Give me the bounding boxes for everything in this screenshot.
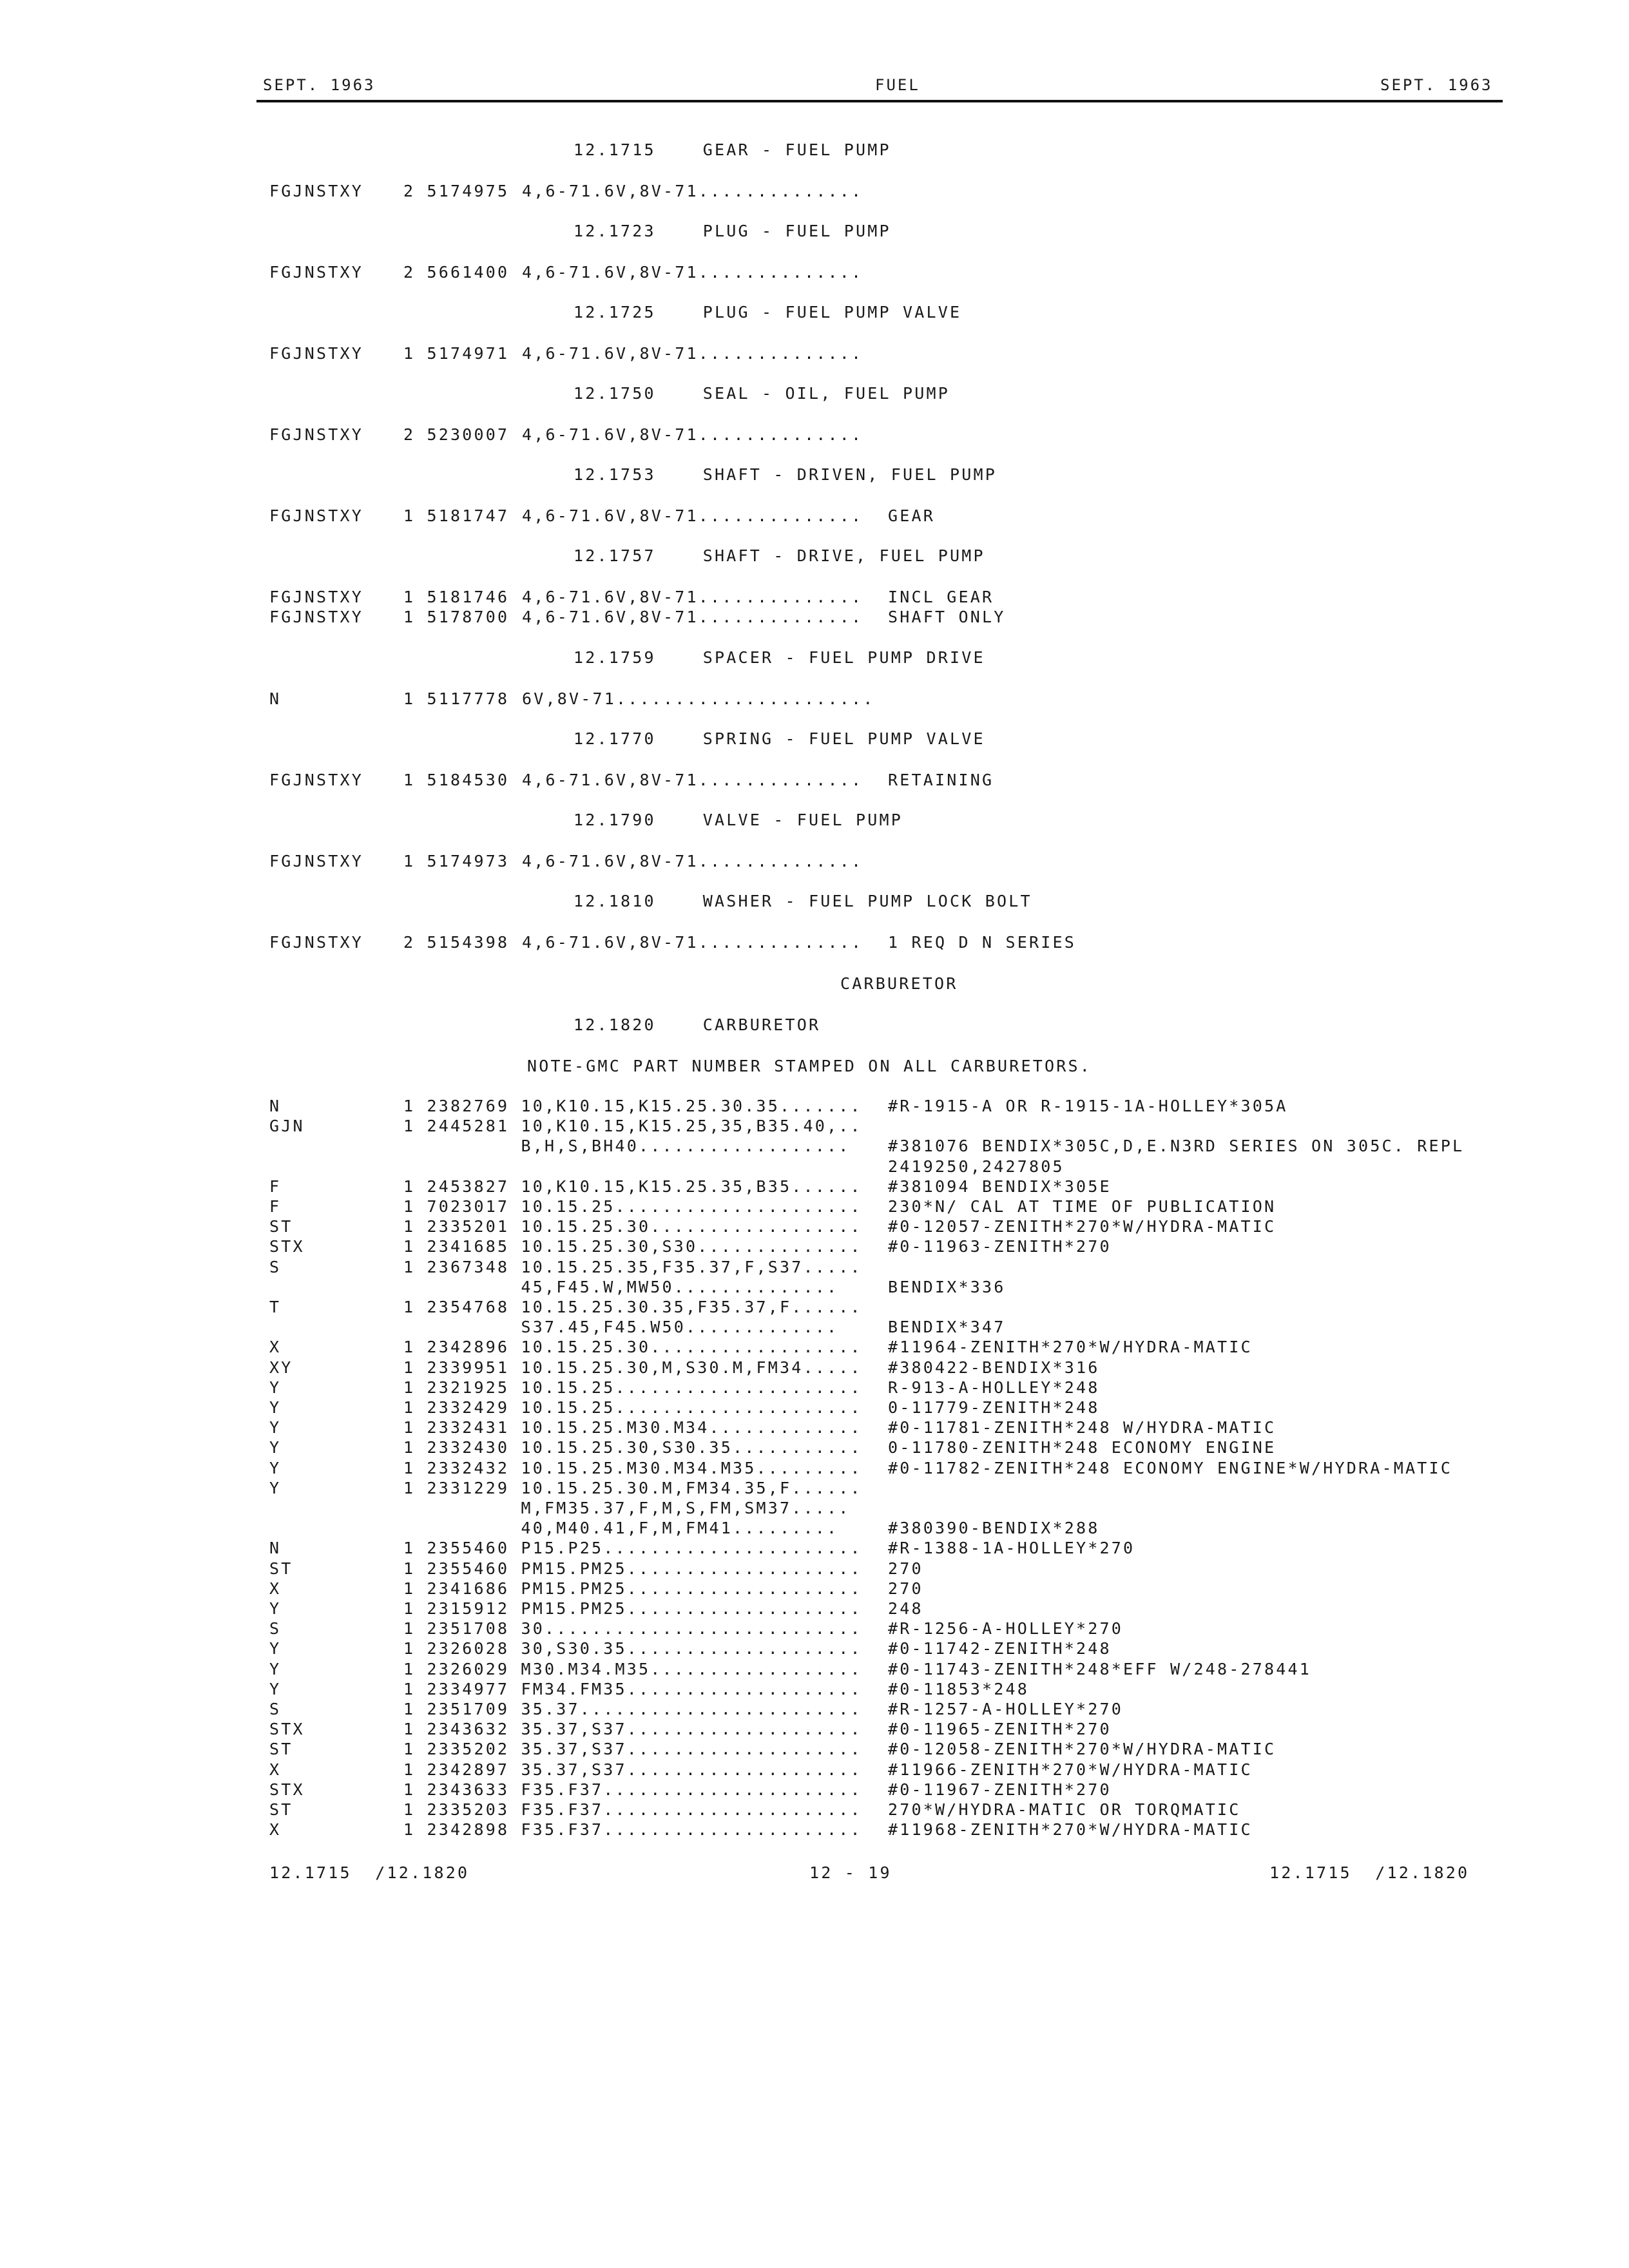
row-models: 4,6-71.6V,8V-71.............. [522, 425, 863, 444]
carb-code: S [269, 1258, 282, 1276]
carb-code: X [269, 1820, 282, 1839]
carb-description: 270*W/HYDRA-MATIC OR TORQMATIC [888, 1800, 1241, 1819]
row-part-number: 1 5117778 [403, 689, 510, 708]
section-title: 12.1723 PLUG - FUEL PUMP [574, 222, 891, 240]
row-part-number: 1 5181746 [403, 588, 510, 606]
row-part-number: 1 5178700 [403, 608, 510, 626]
carb-part: 1 2335202 35.37,S37.................... [403, 1740, 862, 1758]
carb-part: 45,F45.W,MW50.............. [403, 1278, 839, 1296]
carb-code: Y [269, 1660, 282, 1678]
row-part-number: 2 5230007 [403, 425, 510, 444]
carb-code: Y [269, 1639, 282, 1658]
carb-code: S [269, 1619, 282, 1638]
carburetor-note: NOTE-GMC PART NUMBER STAMPED ON ALL CARBURETORS. [527, 1057, 1092, 1075]
carb-description: #0-11781-ZENITH*248 W/HYDRA-MATIC [888, 1418, 1277, 1437]
carb-description: 270 [888, 1559, 923, 1578]
carb-part: 1 2382769 10,K10.15,K15.25.30.35....... [403, 1097, 862, 1115]
row-part-number: 1 5174971 [403, 344, 510, 363]
carb-part: 1 2355460 PM15.PM25.................... [403, 1559, 862, 1578]
row-models: 4,6-71.6V,8V-71.............. [522, 506, 863, 525]
carb-description: #R-1388-1A-HOLLEY*270 [888, 1539, 1135, 1557]
carb-description: 248 [888, 1599, 923, 1618]
carb-code: Y [269, 1459, 282, 1477]
carb-code: STX [269, 1780, 305, 1799]
header-date-left: SEPT. 1963 [263, 76, 376, 94]
carb-description: #380390-BENDIX*288 [888, 1519, 1100, 1537]
carb-description: #381076 BENDIX*305C,D,E.N3RD SERIES ON 305C. REPL [888, 1137, 1465, 1155]
carburetor-heading: CARBURETOR [840, 974, 958, 993]
carb-part: 1 7023017 10.15.25..................... [403, 1197, 862, 1216]
row-code: FGJNSTXY [269, 608, 364, 626]
carb-part: 1 2332431 10.15.25.M30.M34............. [403, 1418, 862, 1437]
carb-description: #380422-BENDIX*316 [888, 1358, 1100, 1377]
carb-code: Y [269, 1438, 282, 1457]
row-description: RETAINING [888, 771, 994, 789]
row-description: INCL GEAR [888, 588, 994, 606]
carb-description: #0-11963-ZENITH*270 [888, 1237, 1112, 1256]
carb-part: 1 2343632 35.37,S37.................... [403, 1720, 862, 1738]
carb-part: 1 2341686 PM15.PM25.................... [403, 1579, 862, 1598]
row-part-number: 1 5174973 [403, 852, 510, 870]
carb-part: S37.45,F45.W50............. [403, 1318, 839, 1336]
carb-description: #0-11853*248 [888, 1680, 1030, 1698]
section-title: 12.1810 WASHER - FUEL PUMP LOCK BOLT [574, 892, 1032, 910]
carb-description: #11968-ZENITH*270*W/HYDRA-MATIC [888, 1820, 1253, 1839]
carb-code: Y [269, 1479, 282, 1497]
carb-description: #11964-ZENITH*270*W/HYDRA-MATIC [888, 1338, 1253, 1356]
row-part-number: 1 5181747 [403, 506, 510, 525]
carb-part: 40,M40.41,F,M,FM41......... [403, 1519, 839, 1537]
carb-part: 1 2354768 10.15.25.30.35,F35.37,F...... [403, 1298, 862, 1316]
carb-description: 230*N/ CAL AT TIME OF PUBLICATION [888, 1197, 1277, 1216]
header-title: FUEL [875, 76, 920, 94]
carb-part: 1 2335201 10.15.25.30.................. [403, 1217, 862, 1236]
carb-description: 0-11779-ZENITH*248 [888, 1398, 1100, 1417]
row-code: N [269, 689, 282, 708]
carb-code: X [269, 1338, 282, 1356]
row-code: FGJNSTXY [269, 852, 364, 870]
carb-part: M,FM35.37,F,M,S,FM,SM37..... [403, 1499, 851, 1517]
carb-code: Y [269, 1378, 282, 1397]
carb-part: 1 2326029 M30.M34.M35.................. [403, 1660, 862, 1678]
carb-code: F [269, 1197, 282, 1216]
carb-description: 270 [888, 1579, 923, 1598]
carb-code: STX [269, 1720, 305, 1738]
carb-part: 1 2342898 F35.F37...................... [403, 1820, 862, 1839]
header-rule [256, 100, 1503, 102]
row-models: 4,6-71.6V,8V-71.............. [522, 344, 863, 363]
carb-code: GJN [269, 1117, 305, 1135]
carb-code: Y [269, 1680, 282, 1698]
carb-description: BENDIX*347 [888, 1318, 1006, 1336]
row-code: FGJNSTXY [269, 182, 364, 200]
carb-code: XY [269, 1358, 293, 1377]
row-description: SHAFT ONLY [888, 608, 1006, 626]
row-code: FGJNSTXY [269, 263, 364, 282]
carb-description: #0-11967-ZENITH*270 [888, 1780, 1112, 1799]
row-code: FGJNSTXY [269, 425, 364, 444]
carb-description: #R-1915-A OR R-1915-1A-HOLLEY*305A [888, 1097, 1288, 1115]
carb-part: 1 2453827 10,K10.15,K15.25.35,B35...... [403, 1177, 862, 1196]
section-title: 12.1715 GEAR - FUEL PUMP [574, 140, 891, 159]
row-models: 4,6-71.6V,8V-71.............. [522, 933, 863, 952]
row-code: FGJNSTXY [269, 344, 364, 363]
section-title: 12.1753 SHAFT - DRIVEN, FUEL PUMP [574, 465, 998, 484]
carb-part: 1 2331229 10.15.25.30.M,FM34.35,F...... [403, 1479, 862, 1497]
carb-part: 1 2341685 10.15.25.30,S30.............. [403, 1237, 862, 1256]
carb-part: 1 2332432 10.15.25.M30.M34.M35......... [403, 1459, 862, 1477]
header-date-right: SEPT. 1963 [1380, 76, 1493, 94]
carb-code: Y [269, 1599, 282, 1618]
carb-code: N [269, 1539, 282, 1557]
row-models: 4,6-71.6V,8V-71.............. [522, 263, 863, 282]
row-code: FGJNSTXY [269, 506, 364, 525]
carb-code: S [269, 1700, 282, 1718]
carb-description: #11966-ZENITH*270*W/HYDRA-MATIC [888, 1760, 1253, 1779]
row-part-number: 1 5184530 [403, 771, 510, 789]
carb-code: X [269, 1760, 282, 1779]
carb-part: 1 2339951 10.15.25.30,M,S30.M,FM34..... [403, 1358, 862, 1377]
carb-code: ST [269, 1740, 293, 1758]
section-title: 12.1725 PLUG - FUEL PUMP VALVE [574, 303, 962, 322]
carb-code: N [269, 1097, 282, 1115]
row-code: FGJNSTXY [269, 588, 364, 606]
carb-description: #R-1256-A-HOLLEY*270 [888, 1619, 1124, 1638]
carb-part: 1 2343633 F35.F37...................... [403, 1780, 862, 1799]
carb-code: ST [269, 1800, 293, 1819]
carb-part: 1 2355460 P15.P25...................... [403, 1539, 862, 1557]
carburetor-section-title: 12.1820 CARBURETOR [574, 1015, 821, 1034]
carb-part: 1 2335203 F35.F37...................... [403, 1800, 862, 1819]
carb-code: STX [269, 1237, 305, 1256]
row-part-number: 2 5661400 [403, 263, 510, 282]
carb-part: 1 2342897 35.37,S37.................... [403, 1760, 862, 1779]
footer-right: 12.1715 /12.1820 [1269, 1863, 1470, 1882]
carb-code: T [269, 1298, 282, 1316]
carb-code: X [269, 1579, 282, 1598]
row-models: 4,6-71.6V,8V-71.............. [522, 608, 863, 626]
carb-part: 1 2332430 10.15.25.30,S30.35........... [403, 1438, 862, 1457]
section-title: 12.1770 SPRING - FUEL PUMP VALVE [574, 729, 985, 748]
row-part-number: 2 5154398 [403, 933, 510, 952]
carb-code: Y [269, 1418, 282, 1437]
carb-description: #0-12057-ZENITH*270*W/HYDRA-MATIC [888, 1217, 1277, 1236]
row-part-number: 2 5174975 [403, 182, 510, 200]
carb-code: ST [269, 1217, 293, 1236]
carb-description: #0-11965-ZENITH*270 [888, 1720, 1112, 1738]
row-description: GEAR [888, 506, 936, 525]
carb-part: 1 2315912 PM15.PM25.................... [403, 1599, 862, 1618]
carb-description: #0-11782-ZENITH*248 ECONOMY ENGINE*W/HYDRA-MATIC [888, 1459, 1453, 1477]
carb-part: 1 2367348 10.15.25.35,F35.37,F,S37..... [403, 1258, 862, 1276]
carb-description: R-913-A-HOLLEY*248 [888, 1378, 1100, 1397]
carb-description: #0-11742-ZENITH*248 [888, 1639, 1112, 1658]
carb-part: 1 2332429 10.15.25..................... [403, 1398, 862, 1417]
row-models: 4,6-71.6V,8V-71.............. [522, 588, 863, 606]
carb-description: 0-11780-ZENITH*248 ECONOMY ENGINE [888, 1438, 1277, 1457]
row-models: 4,6-71.6V,8V-71.............. [522, 771, 863, 789]
carb-part: 1 2334977 FM34.FM35.................... [403, 1680, 862, 1698]
carb-code: F [269, 1177, 282, 1196]
section-title: 12.1750 SEAL - OIL, FUEL PUMP [574, 384, 950, 403]
carb-part: 1 2342896 10.15.25.30.................. [403, 1338, 862, 1356]
carb-description: #0-11743-ZENITH*248*EFF W/248-278441 [888, 1660, 1312, 1678]
carb-part: 1 2351709 35.37........................ [403, 1700, 862, 1718]
carb-description: #0-12058-ZENITH*270*W/HYDRA-MATIC [888, 1740, 1277, 1758]
row-description: 1 REQ D N SERIES [888, 933, 1077, 952]
row-code: FGJNSTXY [269, 771, 364, 789]
carb-description: #R-1257-A-HOLLEY*270 [888, 1700, 1124, 1718]
carb-part: 1 2321925 10.15.25..................... [403, 1378, 862, 1397]
row-code: FGJNSTXY [269, 933, 364, 952]
carb-code: Y [269, 1398, 282, 1417]
carb-part: 1 2445281 10,K10.15,K15.25,35,B35.40,.. [403, 1117, 862, 1135]
carb-part: B,H,S,BH40.................. [403, 1137, 851, 1155]
carb-part: 1 2326028 30,S30.35.................... [403, 1639, 862, 1658]
carb-description: #381094 BENDIX*305E [888, 1177, 1112, 1196]
section-title: 12.1757 SHAFT - DRIVE, FUEL PUMP [574, 546, 985, 565]
carb-description: BENDIX*336 [888, 1278, 1006, 1296]
row-models: 4,6-71.6V,8V-71.............. [522, 852, 863, 870]
footer-page-number: 12 - 19 [809, 1863, 892, 1882]
row-models: 4,6-71.6V,8V-71.............. [522, 182, 863, 200]
carb-part: 1 2351708 30........................... [403, 1619, 862, 1638]
footer-left: 12.1715 /12.1820 [269, 1863, 470, 1882]
carb-code: ST [269, 1559, 293, 1578]
row-models: 6V,8V-71...................... [522, 689, 875, 708]
carb-description: 2419250,2427805 [888, 1157, 1065, 1176]
section-title: 12.1759 SPACER - FUEL PUMP DRIVE [574, 648, 985, 667]
section-title: 12.1790 VALVE - FUEL PUMP [574, 811, 903, 829]
